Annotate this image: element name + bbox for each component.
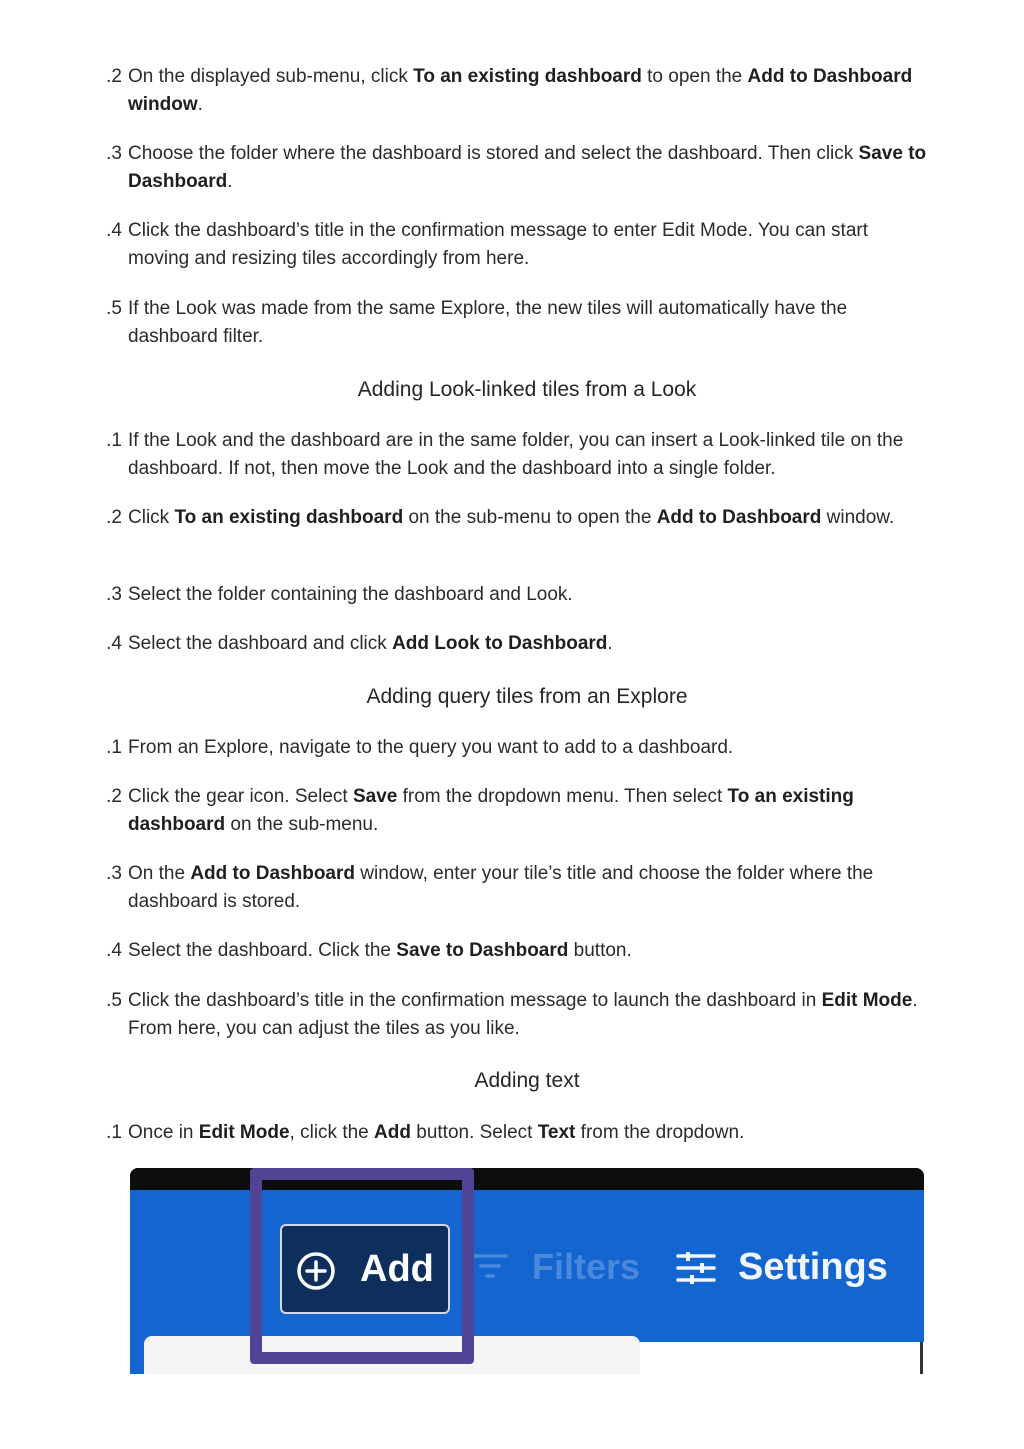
list-number: 4.	[106, 220, 122, 241]
text-run: Select the folder containing the dashboard and Look.	[128, 584, 573, 605]
text-run: From an Explore, navigate to the query you want to add to a dashboard.	[128, 737, 734, 758]
bold-text: Save to Dashboard	[396, 940, 569, 961]
text-run: , click the	[289, 1122, 375, 1143]
text-run: Select the dashboard and click	[128, 633, 393, 654]
text-run: . From here, you can adjust the tiles as you like.	[128, 990, 918, 1039]
text-run: on the sub-menu to open the	[403, 507, 657, 528]
list-text	[128, 1119, 928, 1147]
list-number: 4.	[106, 940, 122, 961]
filter-lines-icon	[472, 1252, 508, 1282]
bold-text: To an existing dashboard	[413, 66, 642, 87]
add-button-label: Add	[360, 1248, 434, 1290]
list-number: 5.	[106, 298, 122, 319]
bold-text: Edit Mode	[198, 1122, 290, 1143]
text-run: If the Look was made from the same Explore, the new tiles will automatically have the dashboard filter.	[128, 298, 848, 347]
text-run: Click	[128, 507, 175, 528]
list-text	[128, 630, 928, 658]
text-run: .	[227, 171, 233, 192]
bold-text: Add Look to Dashboard	[392, 633, 608, 654]
list-number: 2.	[106, 66, 122, 87]
text-run: from the dropdown menu. Then select	[397, 786, 728, 807]
text-run: to open the	[641, 66, 748, 87]
section-heading: Adding Look-linked tiles from a Look	[357, 378, 697, 401]
list-number: 5.	[106, 990, 122, 1011]
list-number: 3.	[106, 584, 122, 605]
screenshot-divider	[920, 1342, 923, 1374]
text-run: .	[607, 633, 613, 654]
list-number: 3.	[106, 143, 122, 164]
text-run: on the sub-menu.	[225, 814, 379, 835]
list-number: 1.	[106, 430, 122, 451]
list-number: 2.	[106, 507, 122, 528]
text-run: On the	[128, 863, 191, 884]
list-text	[128, 783, 928, 839]
bold-text: To an existing dashboard	[128, 786, 854, 835]
list-text	[128, 427, 928, 483]
list-number: 4.	[106, 633, 122, 654]
bold-text: Add to Dashboard	[190, 863, 355, 884]
text-run: Choose the folder where the dashboard is stored and select the dashboard. Then click	[128, 143, 859, 164]
text-run: Select the dashboard. Click the	[128, 940, 397, 961]
sliders-icon	[676, 1252, 716, 1284]
text-run: button.	[568, 940, 632, 961]
list-text	[128, 937, 928, 965]
bold-text: Text	[537, 1122, 576, 1143]
text-run: If the Look and the dashboard are in the same folder, you can insert a Look-linked tile on the dashboard. If not, then move the Look and the dashboard into a single folder.	[128, 430, 904, 479]
text-run: Once in	[128, 1122, 199, 1143]
text-run: Click the dashboard’s title in the confirmation message to enter Edit Mode. You can start moving and resizing tiles accordingly from here.	[128, 220, 869, 269]
text-run: .	[197, 94, 203, 115]
list-text	[128, 504, 928, 532]
bold-text: Save to Dashboard	[128, 143, 927, 192]
section-heading: Adding text	[474, 1069, 580, 1092]
list-text	[128, 295, 928, 351]
list-text	[128, 217, 928, 273]
section-heading: Adding query tiles from an Explore	[366, 685, 688, 708]
list-number: 3.	[106, 863, 122, 884]
bold-text: Save	[352, 786, 398, 807]
bold-text: Add	[374, 1122, 411, 1143]
screenshot-content-area	[640, 1342, 924, 1374]
text-run: On the displayed sub-menu, click	[128, 66, 414, 87]
text-run: button. Select	[410, 1122, 538, 1143]
bold-text: Edit Mode	[821, 990, 913, 1011]
list-number: 1.	[106, 737, 122, 758]
text-run: Click the gear icon. Select	[128, 786, 353, 807]
list-text	[128, 63, 928, 119]
list-text	[128, 140, 928, 196]
text-run: Click the dashboard’s title in the confirmation message to launch the dashboard in	[128, 990, 822, 1011]
bold-text: Add to Dashboard window	[128, 66, 913, 115]
list-number: 1.	[106, 1122, 122, 1143]
bold-text: To an existing dashboard	[174, 507, 404, 528]
list-number: 2.	[106, 786, 122, 807]
settings-button[interactable]: Settings	[738, 1246, 888, 1288]
text-run: from the dropdown.	[575, 1122, 745, 1143]
highlight-box	[250, 1168, 474, 1364]
toolbar-screenshot	[130, 1168, 924, 1374]
list-text	[128, 987, 928, 1043]
bold-text: Add to Dashboard	[656, 507, 822, 528]
filters-button[interactable]: Filters	[532, 1246, 641, 1287]
list-text	[128, 581, 928, 609]
text-run: window.	[821, 507, 895, 528]
list-text	[128, 860, 928, 916]
list-text	[128, 734, 928, 762]
text-run: window, enter your tile’s title and choose the folder where the dashboard is stored.	[128, 863, 874, 912]
